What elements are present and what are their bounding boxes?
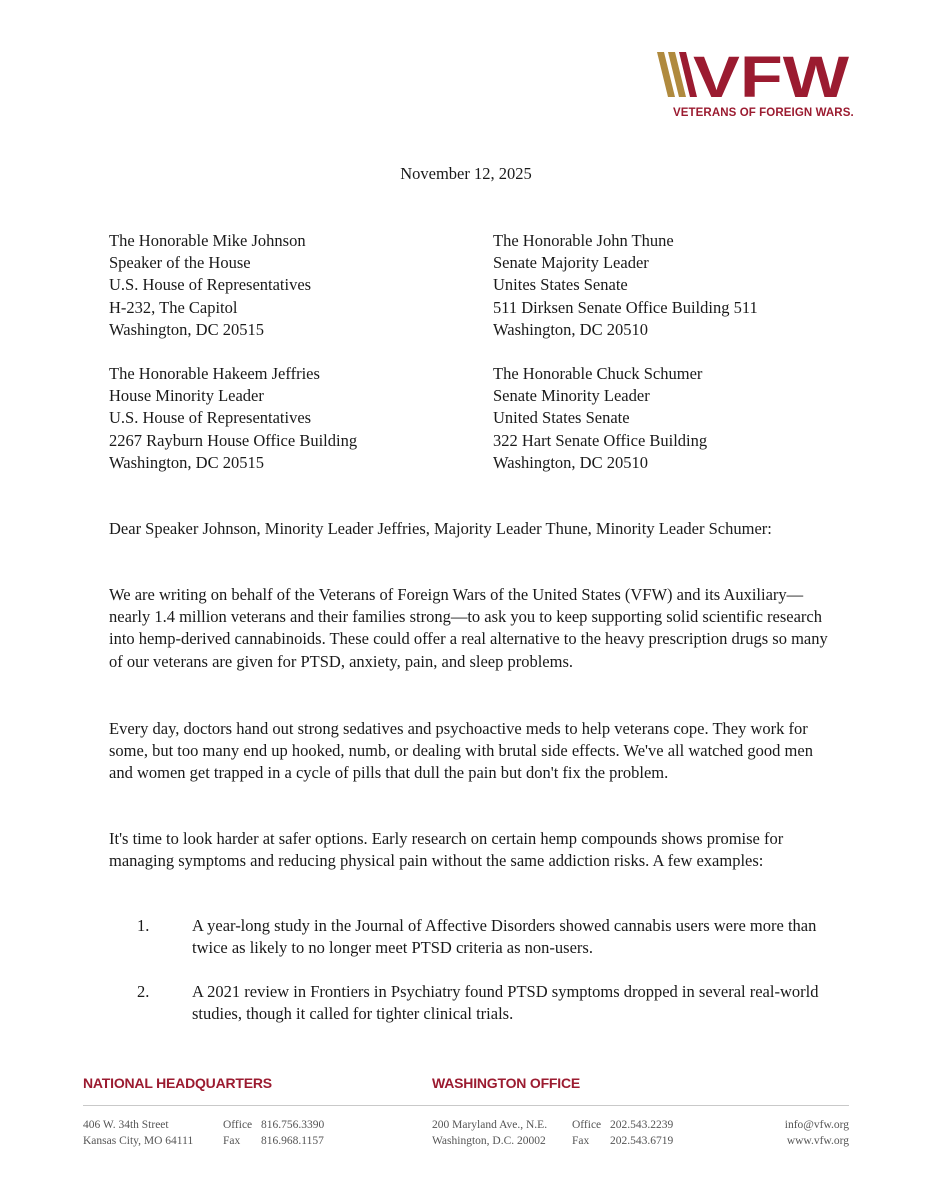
list-number: 1. (137, 916, 150, 935)
recipient-address (493, 363, 707, 474)
footer-divider (83, 1105, 849, 1106)
list-text: A year-long study in the Journal of Affective Disorders showed cannabis users were more than twice as likely to no longer meet PTSD criteria as non-users. (192, 916, 817, 958)
address-line: U.S. House of Representatives (109, 275, 312, 295)
hq-phone-number: 816.756.3390 (261, 1119, 325, 1131)
address-line: Speaker of the House (109, 253, 251, 273)
address-line: United States Senate (493, 408, 630, 428)
address-line: Senate Majority Leader (493, 253, 649, 273)
hq-address (83, 1118, 193, 1149)
dc-phone-label: Fax (572, 1134, 590, 1147)
list-number: 2. (137, 982, 150, 1001)
hq-phone-labels (223, 1118, 252, 1149)
footer-web (700, 1118, 849, 1149)
address-line: Senate Minority Leader (493, 386, 650, 406)
hq-phone-numbers (261, 1118, 324, 1149)
hq-address-line: 406 W. 34th Street (83, 1119, 169, 1131)
dc-phone-label: Office (572, 1119, 602, 1131)
dc-address-line: Washington, D.C. 20002 (432, 1134, 546, 1147)
footer-dc-title: WASHINGTON OFFICE (432, 1075, 581, 1091)
address-line: U.S. House of Representatives (109, 408, 312, 428)
address-line: House Minority Leader (109, 386, 264, 406)
recipient-address (109, 230, 311, 341)
address-line: Washington, DC 20510 (493, 452, 648, 472)
address-line: The Honorable John Thune (493, 231, 674, 250)
recipient-address (493, 230, 758, 341)
address-line: Washington, DC 20515 (109, 452, 264, 472)
address-line: Washington, DC 20515 (109, 319, 264, 339)
logo-tagline: VETERANS OF FOREIGN WARS. (673, 107, 854, 119)
address-line: H-232, The Capitol (109, 297, 238, 317)
list-text: A 2021 review in Frontiers in Psychiatry found PTSD symptoms dropped in several real-world studies, though it called for tighter clinical trials. (192, 982, 819, 1024)
vfw-logo-mark (657, 52, 852, 102)
body-paragraph (109, 828, 829, 872)
dc-phone-numbers (610, 1118, 673, 1149)
address-line: The Honorable Mike Johnson (109, 231, 306, 250)
hq-phone-label: Office (223, 1119, 253, 1131)
logo-wordmark: VFW (693, 52, 850, 102)
address-line: The Honorable Chuck Schumer (493, 364, 703, 383)
body-paragraph (109, 584, 829, 673)
salutation (109, 518, 829, 540)
hq-phone-label: Fax (223, 1134, 241, 1147)
address-line: 511 Dirksen Senate Office Building 511 (493, 297, 758, 317)
address-line: Washington, DC 20510 (493, 319, 648, 339)
paragraph-text: We are writing on behalf of the Veterans of Foreign Wars of the United States (VFW) and its Auxiliary—nearly 1.4 million veterans and their families strong—to ask you to keep supporting solid scientific research into hemp-derived cannabinoids. These could offer a real alternative to the heavy prescription drugs so many of our veterans are given for PTSD, anxiety, pain, and sleep problems. (109, 585, 828, 671)
recipient-address (109, 363, 357, 474)
hq-phone-number: 816.968.1157 (261, 1134, 324, 1147)
dc-phone-number: 202.543.6719 (610, 1134, 674, 1147)
body-paragraph (109, 718, 829, 785)
paragraph-text: Every day, doctors hand out strong sedatives and psychoactive meds to help veterans cope. They work for some, but too many end up hooked, numb, or dealing with brutal side effects. We've all watched good men and women get trapped in a cycle of pills that dull the pain but don't fix the problem. (109, 719, 813, 783)
address-line: 2267 Rayburn House Office Building (109, 430, 358, 450)
footer-hq-title: NATIONAL HEADQUARTERS (83, 1075, 272, 1091)
salutation-text: Dear Speaker Johnson, Minority Leader Jeffries, Majority Leader Thune, Minority Leader Schumer: (109, 519, 772, 538)
vfw-logo (657, 52, 852, 124)
dc-phone-number: 202.543.2239 (610, 1119, 674, 1131)
letter-date: November 12, 2025 (400, 164, 532, 183)
dc-phone-labels (572, 1118, 601, 1149)
address-line: 322 Hart Senate Office Building (493, 430, 708, 450)
dc-address-line: 200 Maryland Ave., N.E. (432, 1119, 548, 1131)
paragraph-text: It's time to look harder at safer options. Early research on certain hemp compounds shows promise for managing symptoms and reducing physical pain without the same addiction risks. A few examples: (109, 829, 784, 871)
footer-email-link[interactable]: info@vfw.org (784, 1119, 849, 1131)
address-line: The Honorable Hakeem Jeffries (109, 364, 320, 383)
address-line: Unites States Senate (493, 275, 628, 295)
dc-address (432, 1118, 547, 1149)
hq-address-line: Kansas City, MO 64111 (83, 1134, 194, 1147)
footer-website-link[interactable]: www.vfw.org (786, 1134, 849, 1147)
